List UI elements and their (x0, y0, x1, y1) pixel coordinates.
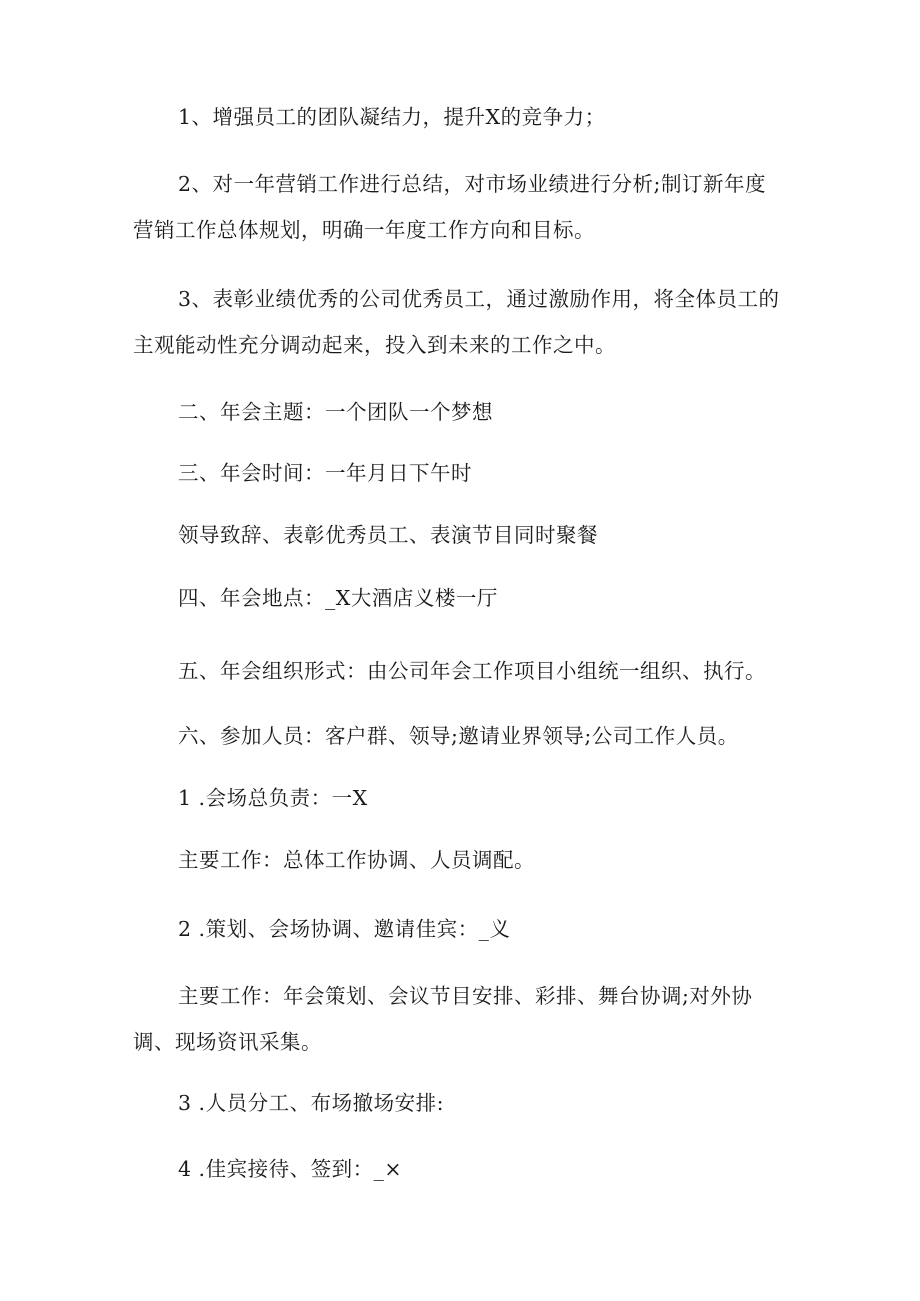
paragraph-time: 三、年会时间：一年月日下午时 (178, 461, 472, 485)
paragraph-theme: 二、年会主题：一个团队一个梦想 (178, 400, 493, 424)
paragraph-agenda: 领导致辞、表彰优秀员工、表演节目同时聚餐 (178, 523, 598, 547)
paragraph-venue-lead-duty: 主要工作：总体工作协调、人员调配。 (178, 848, 535, 872)
paragraph-goal-2-line2: 营销工作总体规划，明确一年度工作方向和目标。 (133, 218, 595, 242)
paragraph-venue-lead: 1 .会场总负责：一X (178, 786, 368, 810)
paragraph-participants: 六、参加人员：客户群、领导;邀请业界领导;公司工作人员。 (178, 724, 739, 748)
paragraph-location: 四、年会地点：_X大酒店义楼一厅 (178, 586, 498, 610)
paragraph-reception: 4 .佳宾接待、签到：_× (178, 1157, 403, 1181)
paragraph-goal-2-line1: 2、对一年营销工作进行总结，对市场业绩进行分析;制订新年度 (178, 172, 766, 196)
paragraph-goal-1: 1、增强员工的团队凝结力，提升X的竞争力； (178, 105, 606, 129)
paragraph-staffing: 3 .人员分工、布场撤场安排: (178, 1091, 444, 1115)
paragraph-goal-3-line2: 主观能动性充分调动起来，投入到未来的工作之中。 (133, 333, 616, 357)
paragraph-organization: 五、年会组织形式：由公司年会工作项目小组统一组织、执行。 (178, 659, 766, 683)
paragraph-planning-duty-line1: 主要工作：年会策划、会议节目安排、彩排、舞台协调;对外协 (178, 984, 753, 1008)
paragraph-planning: 2 .策划、会场协调、邀请佳宾：_义 (178, 917, 511, 941)
paragraph-planning-duty-line2: 调、现场资讯采集。 (133, 1030, 322, 1054)
paragraph-goal-3-line1: 3、表彰业绩优秀的公司优秀员工，通过激励作用，将全体员工的 (178, 287, 780, 311)
